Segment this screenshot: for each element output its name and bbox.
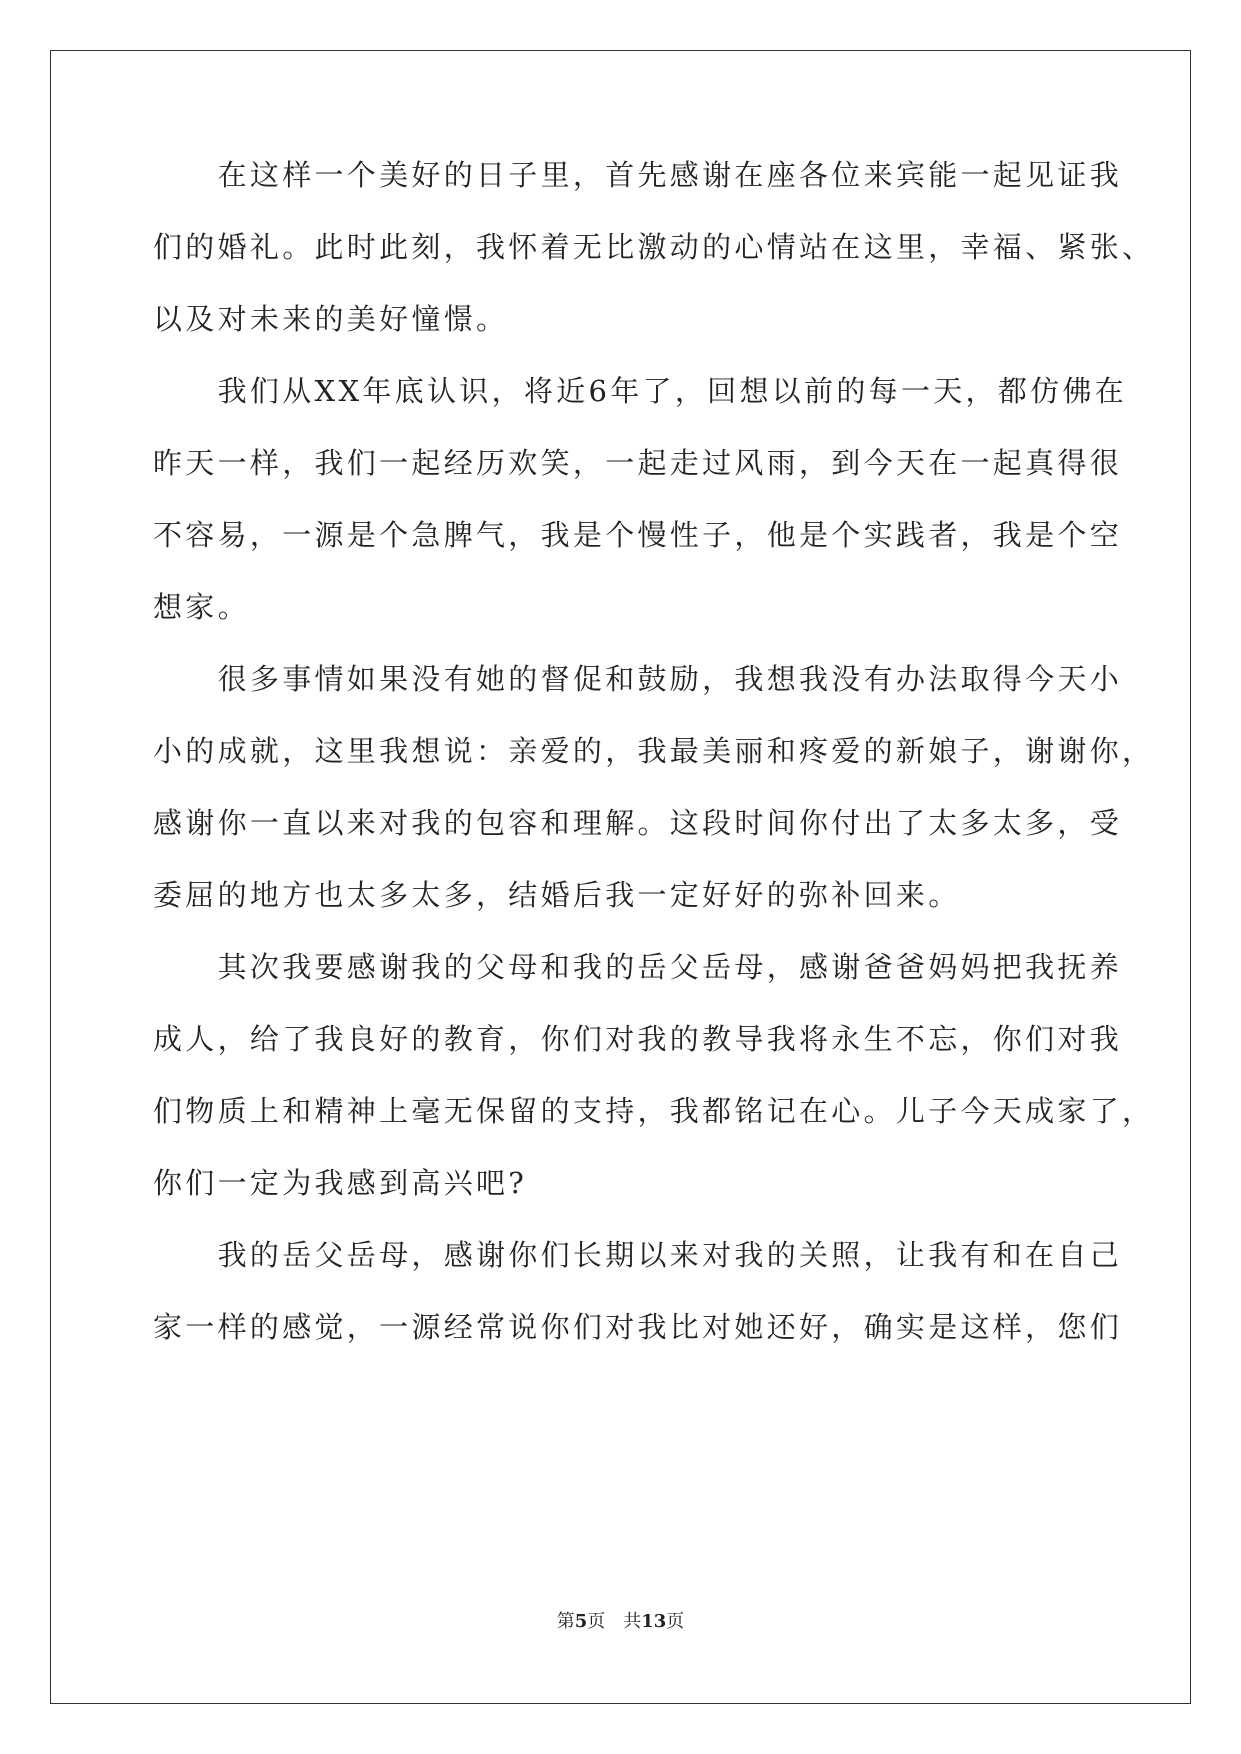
text-line: 家一样的感觉，一源经常说你们对我比对她还好，确实是这样，您们 <box>153 1310 1123 1344</box>
text-line: 我们从XX年底认识，将近6年了，回想以前的每一天，都仿佛在 <box>153 374 1128 408</box>
text-line: 小的成就，这里我想说：亲爱的，我最美丽和疼爱的新娘子，谢谢你， <box>153 734 1155 768</box>
text-line: 我的岳父岳母，感谢你们长期以来对我的关照，让我有和在自己 <box>153 1238 1123 1272</box>
text-line: 不容易，一源是个急脾气，我是个慢性子，他是个实践者，我是个空 <box>153 518 1123 552</box>
text-line: 你们一定为我感到高兴吧? <box>153 1166 528 1200</box>
text-line: 成人，给了我良好的教育，你们对我的教导我将永生不忘，你们对我 <box>153 1022 1123 1056</box>
text-line: 以及对未来的美好憧憬。 <box>153 302 509 336</box>
text-line: 很多事情如果没有她的督促和鼓励，我想我没有办法取得今天小 <box>153 662 1123 696</box>
text-line: 们的婚礼。此时此刻，我怀着无比激动的心情站在这里，幸福、紧张、 <box>153 230 1155 264</box>
text-line: 在这样一个美好的日子里，首先感谢在座各位来宾能一起见证我 <box>153 158 1123 192</box>
text-line: 其次我要感谢我的父母和我的岳父岳母，感谢爸爸妈妈把我抚养 <box>153 950 1123 984</box>
text-line: 们物质上和精神上毫无保留的支持，我都铭记在心。儿子今天成家了， <box>153 1094 1155 1128</box>
text-line: 想家。 <box>153 590 250 624</box>
footer-prefix: 第 <box>556 1611 575 1632</box>
footer-suffix: 页 <box>666 1611 685 1632</box>
footer-middle: 页 共 <box>587 1611 642 1632</box>
page-footer <box>0 1610 1241 1634</box>
text-line: 感谢你一直以来对我的包容和理解。这段时间你付出了太多太多，受 <box>153 806 1123 840</box>
total-pages-number: 13 <box>641 1611 667 1632</box>
text-line: 昨天一样，我们一起经历欢笑，一起走过风雨，到今天在一起真得很 <box>153 446 1123 480</box>
current-page-number: 5 <box>574 1611 588 1632</box>
text-line: 委屈的地方也太多太多，结婚后我一定好好的弥补回来。 <box>153 878 961 912</box>
